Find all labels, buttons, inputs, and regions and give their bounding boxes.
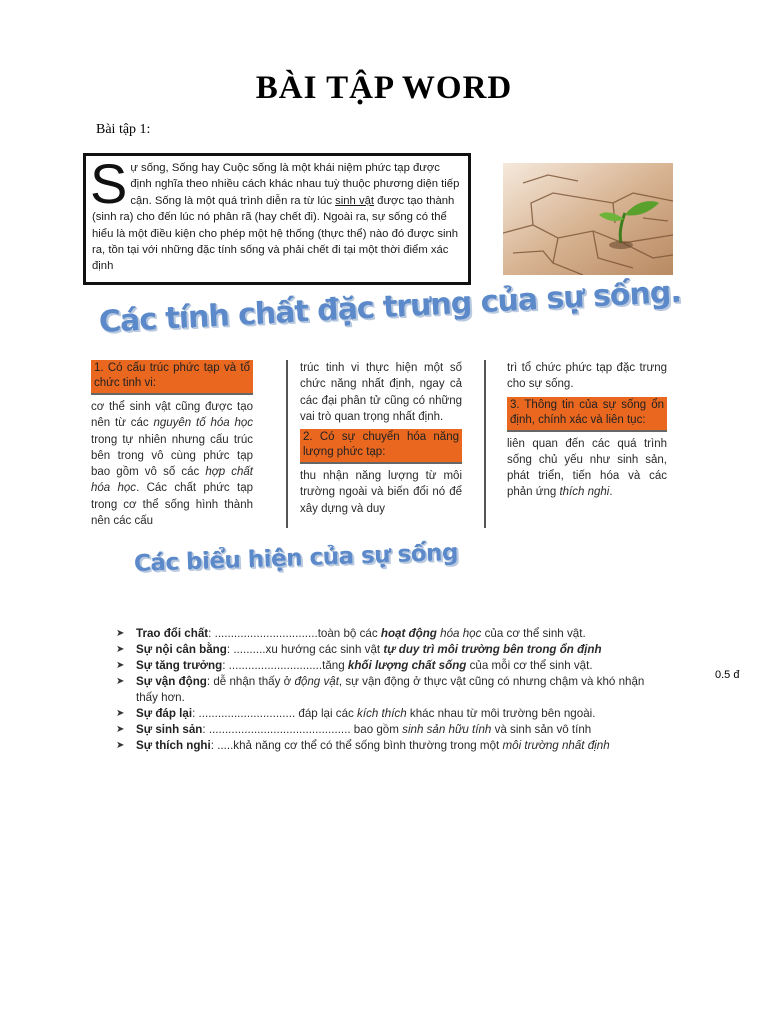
page-title: BÀI TẬP WORD: [255, 70, 513, 106]
wordart-heading-characteristics: Các tính chất đặc trưng của sự sống.: [98, 274, 682, 340]
list-item: ➤ Sự đáp lại: .............................. đáp lại các kích thích khác nhau từ môi trường bên ngoài.: [116, 707, 596, 720]
list-item: ➤ Sự sinh sản: ............................................ bao gồm sinh sản hữu tính và sinh sản vô tính: [116, 723, 592, 736]
arrow-bullet-icon: ➤: [116, 660, 125, 671]
column-2-text-2: thu nhận năng lượng từ môi trường ngoài và biến đổi nó để xây dựng và duy: [300, 470, 462, 515]
column-2-header: 2. Có sự chuyển hóa năng lượng phức tạp:: [300, 429, 462, 464]
intro-box: [83, 153, 471, 285]
sprout-image: [503, 163, 673, 275]
column-3-text-2: liên quan đến các quá trình sống chủ yếu như sinh sản, phát triển, tiến hóa và các phản ứng thích nghi.: [507, 437, 667, 499]
list-item: ➤ Trao đổi chất: ................................toàn bộ các hoạt động hóa học của cơ thể sinh vật.: [116, 627, 586, 640]
drop-cap: S: [90, 152, 128, 215]
arrow-bullet-icon: ➤: [116, 740, 125, 751]
arrow-bullet-icon: ➤: [116, 708, 125, 719]
column-2-text-1: trúc tinh vi thực hiện một số chức năng nhất định, ngay cả các đại phân tử cũng có những vai trò quan trọng nhất định.: [300, 362, 462, 423]
column-1: [91, 360, 253, 533]
arrow-bullet-icon: ➤: [116, 644, 125, 655]
intro-paragraph: ự sống, Sống hay Cuộc sống là một khái niệm phức tạp được định nghĩa theo nhiều cách khác nhau tuỳ thuộc phương diện tiếp cận. Sống là một quá trình diễn ra từ lúc sinh vật được tạo thành (sinh ra) cho đến lúc nó phân rã (hay chết đi). Ngoài ra, sự sống có thể hiểu là một điều kiện cho phép một hệ thống (thực thể) nào đó được sinh ra, tồn tại với những đặc tính sống và phải chết đi tại một thời điểm xác định: [92, 162, 460, 273]
column-divider-1: [286, 360, 288, 528]
column-divider-2: [484, 360, 486, 528]
list-item: ➤ Sự tăng trưởng: .............................tăng khối lượng chất sống của mỗi cơ thể sinh vật.: [116, 659, 593, 672]
column-3-header: 3. Thông tin của sự sống ổn định, chính xác và liên tục:: [507, 397, 667, 432]
column-3-text-1: trì tổ chức phức tạp đặc trưng cho sự sống.: [507, 362, 667, 391]
arrow-bullet-icon: ➤: [116, 724, 125, 735]
column-2: [300, 360, 462, 521]
exercise-label: Bài tập 1:: [96, 122, 151, 137]
list-item: ➤ Sự vận động: dễ nhận thấy ở động vật, sự vận động ở thực vật cũng có nhưng chậm và khó nhận thấy hơn.: [116, 675, 645, 704]
score-label: 0.5 đ: [715, 669, 740, 681]
list-item: ➤ Sự nội cân bằng: ..........xu hướng các sinh vật tự duy trì môi trường bên trong ổn định: [116, 643, 602, 656]
wordart-heading-manifestations: Các biểu hiện của sự sống: [133, 539, 459, 577]
manifestation-list: [116, 626, 664, 754]
column-1-text: cơ thể sinh vật cũng được tạo nên từ các nguyên tố hóa học trong tự nhiên nhưng cấu trúc bên trong vô cùng phức tạp bao gồm vô số các hợp chất hóa học. Các chất phức tạp trong cơ thể sống hình thành nên các cấu: [91, 401, 254, 528]
column-1-header: 1. Có cấu trúc phức tạp và tổ chức tinh vi:: [91, 360, 253, 395]
sinh-vat-link[interactable]: sinh vật: [335, 194, 375, 207]
arrow-bullet-icon: ➤: [116, 676, 125, 687]
column-3: [507, 360, 667, 505]
arrow-bullet-icon: ➤: [116, 628, 125, 639]
list-item: ➤ Sự thích nghi: .....khả năng cơ thể có thể sống bình thường trong một môi trường nhất định: [116, 739, 610, 752]
